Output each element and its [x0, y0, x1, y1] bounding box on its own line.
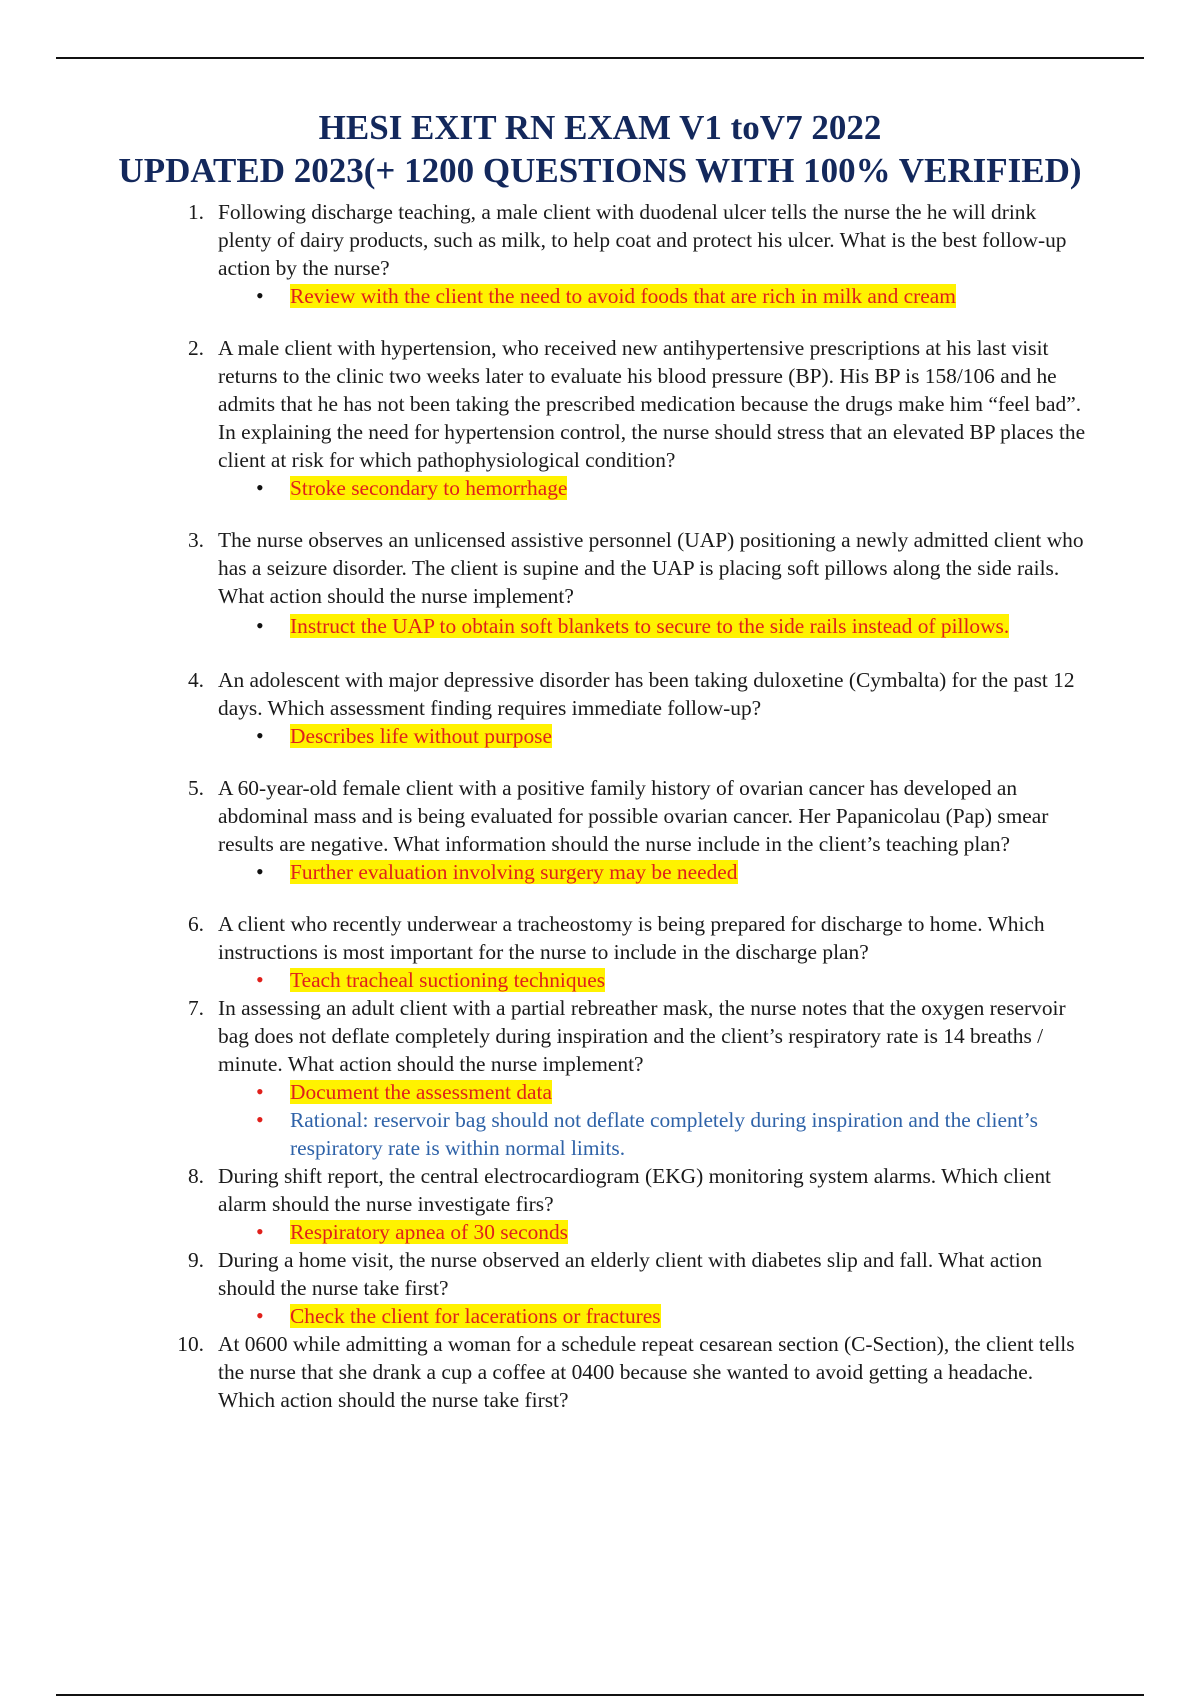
question-number: 2. [187, 336, 204, 360]
answer-list [218, 282, 1088, 310]
question-text: An adolescent with major depressive disorder has been taking duloxetine (Cymbalta) for the past 12 days. Which assessment finding requires immediate follow-up? [218, 668, 1075, 720]
question-text: A client who recently underwear a tracheostomy is being prepared for discharge to home. Which instructions is most important for the nurse to include in the discharge plan? [218, 912, 1045, 964]
answer-list [218, 858, 1088, 886]
answer-list [218, 610, 1088, 642]
question-item [0, 1330, 1200, 1414]
answer-list [218, 1078, 1088, 1162]
answer-text: Describes life without purpose [290, 724, 552, 748]
answer-list [218, 474, 1088, 502]
question-item [0, 994, 1200, 1162]
question-number: 4. [187, 668, 204, 692]
answer-list [218, 1302, 1088, 1330]
question-item [0, 334, 1200, 502]
question-text: In assessing an adult client with a partial rebreather mask, the nurse notes that the oxygen reservoir bag does not deflate completely during inspiration and the client’s respiratory rate is 14 breaths / minute. What action should the nurse implement? [218, 996, 1066, 1076]
answer-item [218, 1078, 1088, 1106]
answer-item [218, 858, 1088, 886]
document-title [40, 106, 1160, 192]
question-number: 1. [187, 200, 204, 224]
title-line-2: UPDATED 2023(+ 1200 QUESTIONS WITH 100% VERIFIED) [118, 151, 1082, 190]
title-line-1: HESI EXIT RN EXAM V1 toV7 2022 [318, 108, 882, 147]
question-number: 3. [187, 528, 204, 552]
answer-item [218, 474, 1088, 502]
bullet-icon: • [256, 613, 264, 638]
answer-item [218, 610, 1088, 642]
question-item [0, 666, 1200, 750]
bottom-rule [56, 1694, 1144, 1696]
question-text: Following discharge teaching, a male client with duodenal ulcer tells the nurse the he will drink plenty of dairy products, such as milk, to help coat and protect his ulcer. What is the best follow-up action by the nurse? [218, 200, 1067, 280]
answer-text: Further evaluation involving surgery may be needed [290, 860, 738, 884]
question-text: At 0600 while admitting a woman for a schedule repeat cesarean section (C-Section), the client tells the nurse that she drank a cup a coffee at 0400 because she wanted to avoid getting a headache. Which action should the nurse take first? [218, 1332, 1075, 1412]
bullet-icon: • [256, 1107, 264, 1132]
question-text: The nurse observes an unlicensed assistive personnel (UAP) positioning a newly admitted client who has a seizure disorder. The client is supine and the UAP is placing soft pillows along the side rails. What action should the nurse implement? [218, 528, 1084, 608]
question-text: A male client with hypertension, who received new antihypertensive prescriptions at his last visit returns to the clinic two weeks later to evaluate his blood pressure (BP). His BP is 158/106 and he admits that he has not been taking the prescribed medication because the drugs make him “feel bad”. In explaining the need for hypertension control, the nurse should stress that an elevated BP places the client at risk for which pathophysiological condition? [218, 336, 1086, 472]
question-number: 8. [187, 1164, 204, 1188]
answer-list [218, 966, 1088, 994]
rationale-text: Rational: reservoir bag should not deflate completely during inspiration and the client’s respiratory rate is within normal limits. [290, 1108, 1038, 1160]
answer-list [218, 722, 1088, 750]
answer-text: Review with the client the need to avoid foods that are rich in milk and cream [290, 284, 956, 308]
question-item [0, 198, 1200, 310]
bullet-icon: • [256, 859, 264, 884]
answer-item [218, 282, 1088, 310]
answer-item [218, 966, 1088, 994]
bullet-icon: • [256, 1079, 264, 1104]
question-item [0, 774, 1200, 886]
top-rule [56, 57, 1144, 59]
question-text: During a home visit, the nurse observed an elderly client with diabetes slip and fall. What action should the nurse take first? [218, 1248, 1043, 1300]
question-number: 10. [177, 1332, 204, 1356]
answer-item [218, 722, 1088, 750]
question-text: During shift report, the central electrocardiogram (EKG) monitoring system alarms. Which client alarm should the nurse investigate firs? [218, 1164, 1051, 1216]
question-item [0, 1162, 1200, 1246]
question-number: 6. [187, 912, 204, 936]
question-number: 9. [187, 1248, 204, 1272]
rationale-item [218, 1106, 1088, 1162]
bullet-icon: • [256, 967, 264, 992]
question-list [0, 198, 1200, 1414]
answer-text: Document the assessment data [290, 1080, 552, 1104]
question-item [0, 1246, 1200, 1330]
question-number: 7. [187, 996, 204, 1020]
answer-text: Teach tracheal suctioning techniques [290, 968, 606, 992]
bullet-icon: • [256, 1303, 264, 1328]
question-text: A 60-year-old female client with a positive family history of ovarian cancer has developed an abdominal mass and is being evaluated for possible ovarian cancer. Her Papanicolau (Pap) smear results are negative. What information should the nurse include in the client’s teaching plan? [218, 776, 1049, 856]
answer-text: Respiratory apnea of 30 seconds [290, 1220, 568, 1244]
question-item [0, 526, 1200, 642]
question-item [0, 910, 1200, 994]
bullet-icon: • [256, 723, 264, 748]
question-number: 5. [187, 776, 204, 800]
answer-item [218, 1302, 1088, 1330]
answer-text: Stroke secondary to hemorrhage [290, 476, 568, 500]
answer-text: Instruct the UAP to obtain soft blankets to secure to the side rails instead of pillows. [290, 614, 1010, 638]
answer-item [218, 1218, 1088, 1246]
bullet-icon: • [256, 1219, 264, 1244]
answer-text: Check the client for lacerations or fractures [290, 1304, 661, 1328]
bullet-icon: • [256, 475, 264, 500]
answer-list [218, 1218, 1088, 1246]
bullet-icon: • [256, 283, 264, 308]
